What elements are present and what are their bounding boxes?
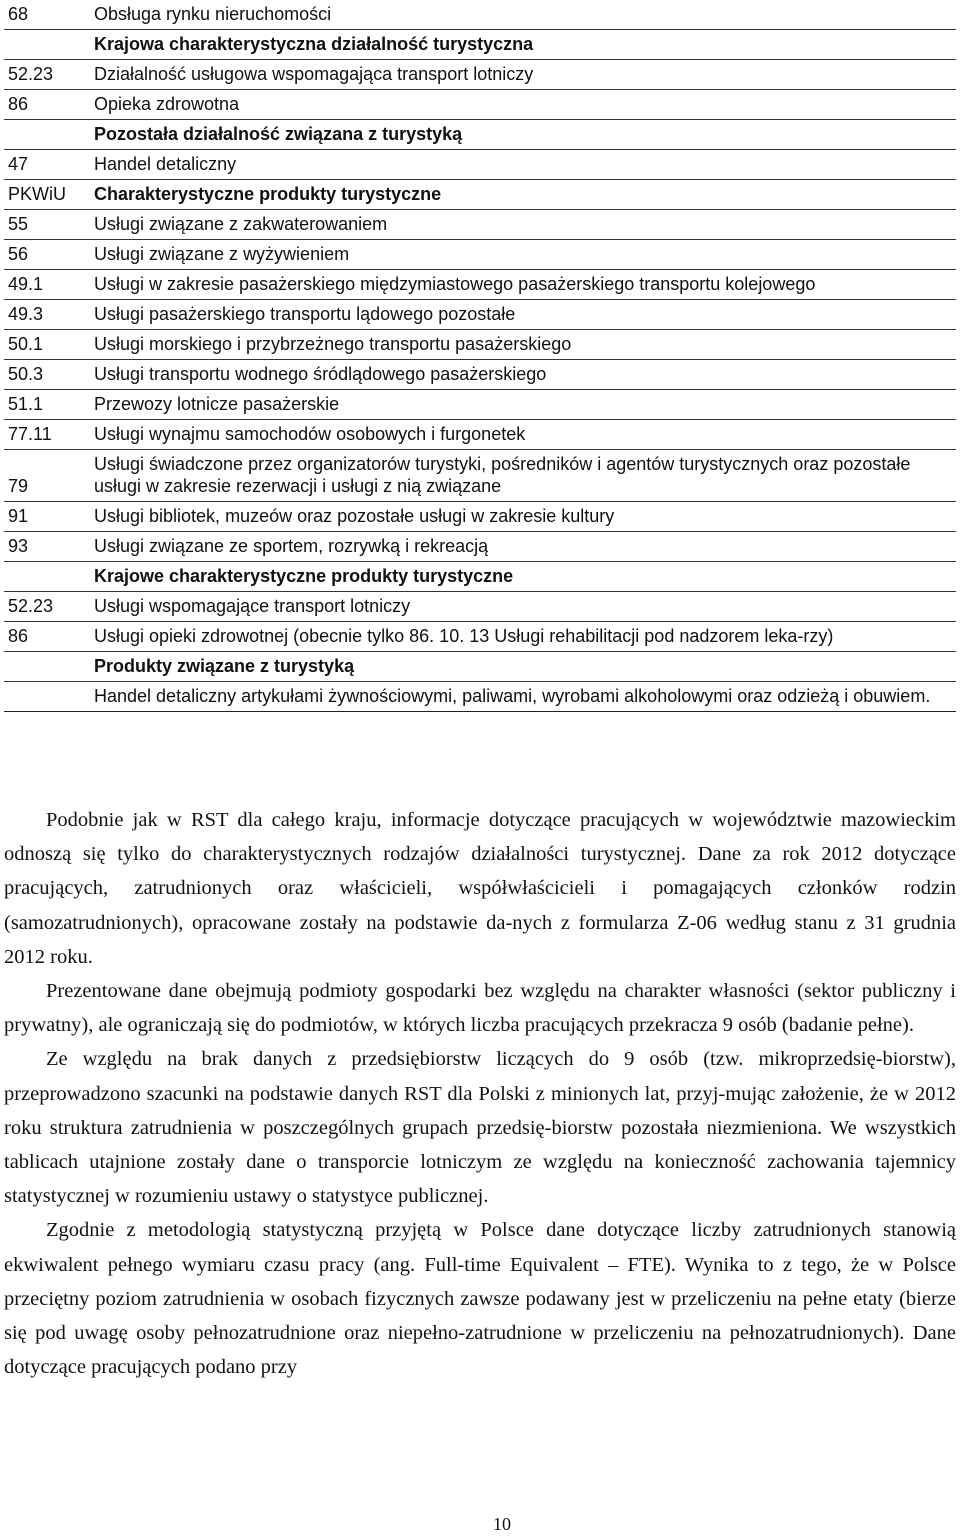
table-row <box>4 652 956 682</box>
row-code: 51.1 <box>4 390 94 420</box>
row-description: Usługi świadczone przez organizatorów turystyki, pośredników i agentów turystycznych oraz pozostałe usługi w zakresie rezerwacji i usługi z nią związane <box>94 450 956 502</box>
row-description: Usługi związane z wyżywieniem <box>94 240 956 270</box>
table-row <box>4 622 956 652</box>
row-description: Produkty związane z turystyką <box>94 652 956 682</box>
row-description: Charakterystyczne produkty turystyczne <box>94 180 956 210</box>
classification-table <box>4 0 956 712</box>
row-description: Pozostała działalność związana z turystyką <box>94 120 956 150</box>
table-row <box>4 270 956 300</box>
table-row <box>4 0 956 30</box>
row-description: Obsługa rynku nieruchomości <box>94 0 956 30</box>
table-row <box>4 360 956 390</box>
row-description: Usługi morskiego i przybrzeżnego transportu pasażerskiego <box>94 330 956 360</box>
row-code: PKWiU <box>4 180 94 210</box>
row-description: Usługi związane ze sportem, rozrywką i rekreacją <box>94 532 956 562</box>
row-code: 50.3 <box>4 360 94 390</box>
row-code <box>4 682 94 712</box>
classification-table-body <box>4 0 956 712</box>
row-code: 55 <box>4 210 94 240</box>
row-code: 77.11 <box>4 420 94 450</box>
row-description: Usługi opieki zdrowotnej (obecnie tylko 86. 10. 13 Usługi rehabilitacji pod nadzorem leka-rzy) <box>94 622 956 652</box>
table-row <box>4 330 956 360</box>
row-description: Usługi związane z zakwaterowaniem <box>94 210 956 240</box>
row-description: Usługi pasażerskiego transportu lądowego pozostałe <box>94 300 956 330</box>
row-code <box>4 30 94 60</box>
paragraph-3: Ze względu na brak danych z przedsiębiorstw liczących do 9 osób (tzw. mikroprzedsię-biorstw), przeprowadzono szacunki na podstawie danych RST dla Polski z minionych lat, przyj-mując założenie, że w 2012 roku struktura zatrudnienia w poszczególnych grupach przedsię-biorstw pozostała niezmieniona. We wszystkich tablicach utajnione zostały dane o transporcie lotniczym ze względu na konieczność zachowania tajemnicy statystycznej w rozumieniu ustawy o statystyce publicznej. <box>4 1048 956 1208</box>
table-row <box>4 450 956 502</box>
row-description: Usługi transportu wodnego śródlądowego pasażerskiego <box>94 360 956 390</box>
paragraph-1: Podobnie jak w RST dla całego kraju, informacje dotyczące pracujących w województwie mazowieckim odnoszą się tylko do charakterystycznych rodzajów działalności turystycznej. Dane za rok 2012 dotyczące pracujących, zatrudnionych oraz właścicieli, współwłaścicieli i pomagających członków rodzin (samozatrudnionych), opracowane zostały na podstawie da-nych z formularza Z-06 według stanu z 31 grudnia 2012 roku. <box>4 809 956 968</box>
table-row <box>4 390 956 420</box>
row-code: 86 <box>4 90 94 120</box>
table-row <box>4 240 956 270</box>
row-code: 91 <box>4 502 94 532</box>
table-row <box>4 592 956 622</box>
row-description: Usługi bibliotek, muzeów oraz pozostałe usługi w zakresie kultury <box>94 502 956 532</box>
table-row <box>4 60 956 90</box>
paragraph-4: Zgodnie z metodologią statystyczną przyjętą w Polsce dane dotyczące liczby zatrudnionych stanowią ekwiwalent pełnego wymiaru czasu pracy (ang. Full-time Equivalent – FTE). Wynika to z tego, że w Polsce przeciętny poziom zatrudnienia w osobach fizycznych zawsze podawany jest w przeliczeniu na pełne etaty (bierze się pod uwagę osoby pełnozatrudnione oraz niepełno-zatrudnione w przeliczeniu na pełnozatrudnionych). Dane dotyczące pracujących podano przy <box>4 1219 956 1379</box>
table-row <box>4 532 956 562</box>
table-row <box>4 120 956 150</box>
row-code: 52.23 <box>4 592 94 622</box>
table-row <box>4 210 956 240</box>
row-code: 52.23 <box>4 60 94 90</box>
row-description: Przewozy lotnicze pasażerskie <box>94 390 956 420</box>
table-row <box>4 562 956 592</box>
row-code: 86 <box>4 622 94 652</box>
table-row <box>4 502 956 532</box>
row-description: Usługi wynajmu samochodów osobowych i furgonetek <box>94 420 956 450</box>
row-code <box>4 120 94 150</box>
row-code: 68 <box>4 0 94 30</box>
body-text <box>4 803 956 1384</box>
table-row <box>4 150 956 180</box>
row-code: 49.3 <box>4 300 94 330</box>
row-code <box>4 652 94 682</box>
table-row <box>4 30 956 60</box>
row-description: Działalność usługowa wspomagająca transport lotniczy <box>94 60 956 90</box>
row-code: 50.1 <box>4 330 94 360</box>
page-number: 10 <box>493 1514 511 1534</box>
row-code: 56 <box>4 240 94 270</box>
table-row <box>4 300 956 330</box>
row-code: 47 <box>4 150 94 180</box>
row-description: Usługi w zakresie pasażerskiego międzymiastowego pasażerskiego transportu kolejowego <box>94 270 956 300</box>
paragraph-2: Prezentowane dane obejmują podmioty gospodarki bez względu na charakter własności (sektor publiczny i prywatny), ale ograniczają się do podmiotów, w których liczba pracujących przekracza 9 osób (badanie pełne). <box>4 980 956 1037</box>
table-row <box>4 90 956 120</box>
row-description: Opieka zdrowotna <box>94 90 956 120</box>
row-code: 49.1 <box>4 270 94 300</box>
row-code <box>4 562 94 592</box>
row-code: 93 <box>4 532 94 562</box>
row-description: Handel detaliczny artykułami żywnościowymi, paliwami, wyrobami alkoholowymi oraz odzieżą i obuwiem. <box>94 682 956 712</box>
row-description: Krajowa charakterystyczna działalność turystyczna <box>94 30 956 60</box>
row-description: Usługi wspomagające transport lotniczy <box>94 592 956 622</box>
table-row <box>4 180 956 210</box>
row-code: 79 <box>4 450 94 502</box>
row-description: Handel detaliczny <box>94 150 956 180</box>
table-row <box>4 420 956 450</box>
row-description: Krajowe charakterystyczne produkty turystyczne <box>94 562 956 592</box>
table-row <box>4 682 956 712</box>
